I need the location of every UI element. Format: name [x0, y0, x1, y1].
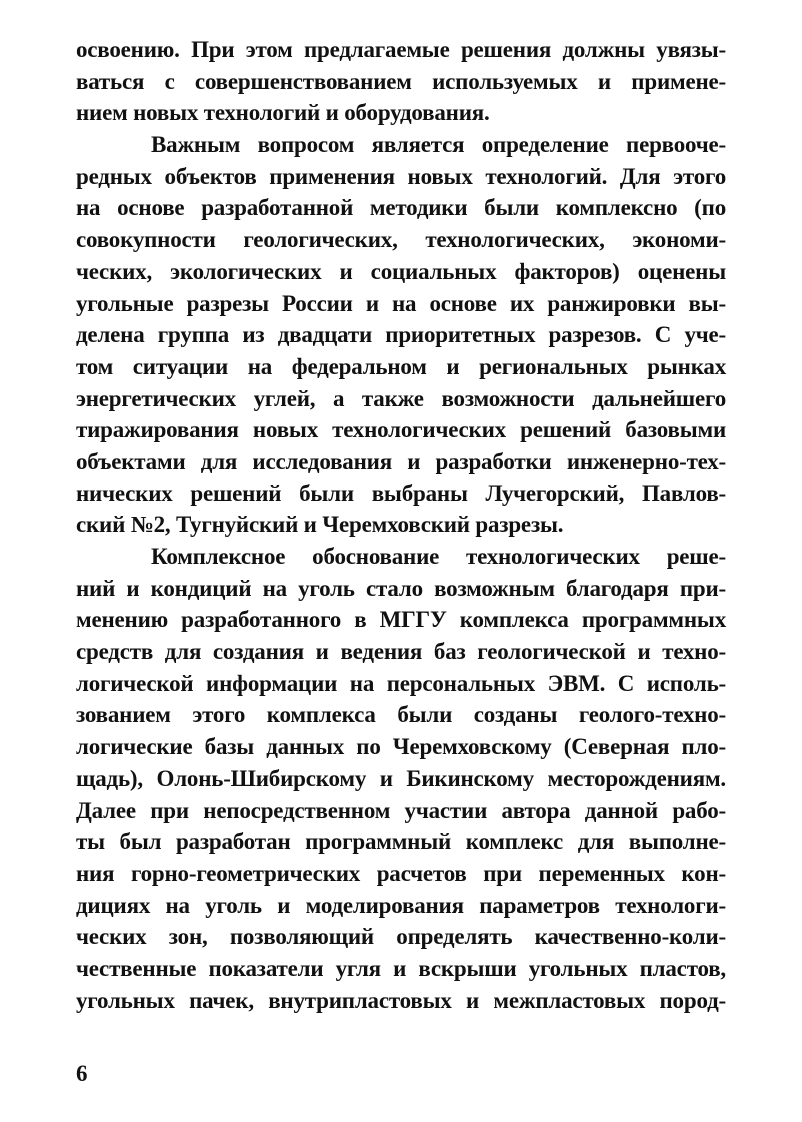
text-line: логические базы данных по Черемховскому (Северная пло- — [76, 734, 726, 760]
text-line: ческих, экологических и социальных факторов) оценены — [76, 258, 726, 284]
text-line: ний и кондиций на уголь стало возможным благодаря при- — [76, 575, 726, 601]
text-line: щадь), Олонь-Шибирскому и Бикинскому месторождениям. — [76, 765, 726, 791]
text-line: объектами для исследования и разработки инженерно-тех- — [76, 448, 726, 474]
paragraph-first-line: Важным вопросом является определение первооче- — [151, 132, 726, 158]
text-line: ческих зон, позволяющий определять качественно-коли- — [76, 924, 726, 950]
page-number: 6 — [76, 1061, 88, 1086]
text-line: средств для создания и ведения баз геологической и техно- — [76, 639, 726, 665]
text-line: угольных пачек, внутрипластовых и межпластовых пород- — [76, 987, 726, 1013]
paragraph-first-line: Комплексное обоснование технологических реше- — [151, 544, 726, 569]
text-line: угольные разрезы России и на основе их ранжировки вы- — [76, 290, 726, 316]
text-line: том ситуации на федеральном и региональных рынках — [76, 353, 726, 379]
text-line: логической информации на персональных ЭВМ. С исполь- — [76, 670, 726, 696]
text-line: нических решений были выбраны Лучегорский, Павлов- — [76, 480, 726, 506]
text-line: ваться с совершенствованием используемых и примене- — [76, 68, 726, 94]
text-line: освоению. При этом предлагаемые решения должны увязы- — [76, 37, 726, 62]
text-line: совокупности геологических, технологических, экономи- — [76, 227, 726, 253]
text-line: менению разработанного в МГГУ комплекса программных — [76, 607, 726, 633]
text-line: нием новых технологий и оборудования. — [76, 100, 490, 126]
text-line: дициях на уголь и моделирования параметров технологи- — [76, 892, 726, 918]
text-line: на основе разработанной методики были комплексно (по — [76, 195, 726, 221]
text-line: ский №2, Тугнуйский и Черемховский разрезы. — [76, 512, 564, 538]
text-line: тиражирования новых технологических решений базовыми — [76, 417, 726, 443]
text-line: редных объектов применения новых технологий. Для этого — [76, 163, 726, 189]
text-line: чественные показатели угля и вскрыши угольных пластов, — [76, 955, 726, 981]
text-line: ния горно-геометрических расчетов при переменных кон- — [76, 860, 726, 886]
text-line: Далее при непосредственном участии автора данной рабо- — [76, 797, 726, 823]
body-text — [76, 34, 726, 1016]
text-line: ты был разработан программный комплекс для выполне- — [76, 829, 726, 855]
text-line: энергетических углей, а также возможности дальнейшего — [76, 385, 726, 411]
text-line: делена группа из двадцати приоритетных разрезов. С уче- — [76, 322, 726, 348]
text-line: зованием этого комплекса были созданы геолого-техно- — [76, 702, 726, 728]
